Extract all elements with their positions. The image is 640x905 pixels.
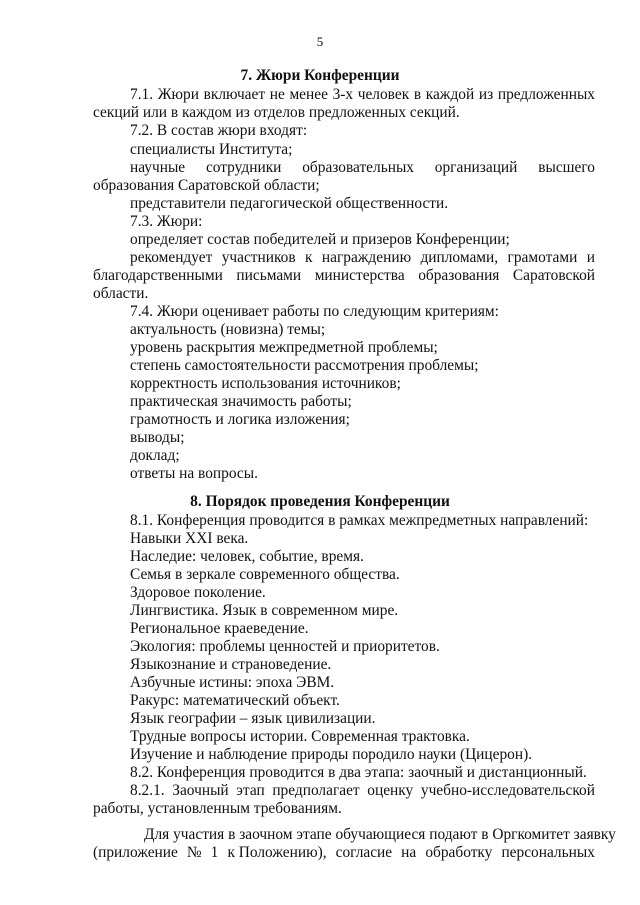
direction-item: Навыки XXI века. — [130, 530, 249, 547]
paragraph-7-4: 7.4. Жюри оценивает работы по следующим критериям: — [130, 303, 499, 320]
jury-duty-item-line-3: области. — [93, 285, 149, 302]
criterion-item: грамотность и логика изложения; — [130, 411, 350, 428]
criterion-item: ответы на вопросы. — [130, 465, 258, 482]
direction-item: Ракурс: математический объект. — [130, 692, 340, 709]
word: Жюри — [157, 86, 199, 103]
paragraph-7-1-line-1 — [130, 86, 595, 104]
word: этап — [236, 782, 265, 799]
jury-duty-item: определяет состав победителей и призеров Конференции; — [130, 231, 510, 248]
paragraph-8-2-1-line-2: работы, установленным требованиям. — [93, 800, 342, 817]
jury-member-item: представители педагогической общественности. — [130, 195, 449, 212]
word: каждой — [425, 86, 475, 103]
paragraph-7-2: 7.2. В состав жюри входят: — [130, 122, 308, 139]
word: не — [269, 86, 285, 103]
word: сотрудники — [205, 159, 282, 176]
jury-duty-item-line-2 — [93, 267, 595, 285]
jury-duty-item-line-1 — [130, 249, 595, 267]
word: Заочный — [172, 782, 229, 799]
word: обработку — [425, 844, 493, 861]
criterion-item: практическая значимость работы; — [130, 393, 352, 410]
direction-item: Здоровое поколение. — [130, 584, 266, 601]
word: 7.1. — [130, 86, 154, 103]
paragraph-7-1-line-2: секций или в каждом из отделов предложенных секций. — [93, 104, 460, 121]
jury-member-item: специалисты Института; — [130, 141, 293, 158]
paragraph-participation-line-2 — [93, 844, 595, 862]
word: организаций — [434, 159, 518, 176]
direction-item: Семья в зеркале современного общества. — [130, 566, 400, 583]
page-number: 5 — [316, 34, 324, 49]
word: письмами — [236, 267, 302, 284]
direction-item: Изучение и наблюдение природы породило науки (Цицерон). — [130, 746, 533, 763]
word: высшего — [538, 159, 595, 176]
word: человек — [357, 86, 410, 103]
word: образовательных — [302, 159, 414, 176]
direction-item: Наследие: человек, событие, время. — [130, 548, 364, 565]
word: 3-х — [332, 86, 354, 103]
word: № — [186, 844, 202, 861]
jury-member-item-line-1 — [130, 159, 595, 177]
paragraph-7-3: 7.3. Жюри: — [130, 213, 203, 230]
word: рекомендует — [130, 249, 213, 266]
word: к Положению), — [227, 844, 327, 861]
word: дипломами, — [420, 249, 499, 266]
word: и — [586, 249, 595, 266]
criterion-item: степень самостоятельности рассмотрения проблемы; — [130, 357, 479, 374]
word: 8.2.1. — [130, 782, 165, 799]
paragraph-8-2-1-line-1 — [130, 782, 595, 800]
word: научные — [130, 159, 186, 176]
criterion-item: доклад; — [130, 447, 180, 464]
section-7-heading: 7. Жюри Конференции — [240, 67, 400, 84]
direction-item: Азбучные истины: эпоха ЭВМ. — [130, 674, 335, 691]
direction-item: Экология: проблемы ценностей и приоритетов. — [130, 638, 440, 655]
word: 1 — [210, 844, 219, 861]
word: предложенных — [497, 86, 595, 103]
direction-item: Язык географии – язык цивилизации. — [130, 710, 376, 727]
direction-item: Трудные вопросы истории. Современная трактовка. — [130, 728, 470, 745]
word: образования — [418, 267, 500, 284]
word: благодарственными — [93, 267, 223, 284]
criterion-item: корректность использования источников; — [130, 375, 401, 392]
paragraph-8-1: 8.1. Конференция проводится в рамках межпредметных направлений: — [130, 512, 589, 529]
jury-member-item-line-2: образования Саратовской области; — [93, 177, 320, 194]
word: менее — [289, 86, 328, 103]
word: министерства — [314, 267, 405, 284]
word: учебно-исследовательской — [420, 782, 595, 799]
word: Саратовской — [512, 267, 595, 284]
word: предполагает — [272, 782, 360, 799]
section-8-heading: 8. Порядок проведения Конференции — [190, 493, 450, 510]
word: участников — [221, 249, 296, 266]
direction-item: Лингвистика. Язык в современном мире. — [130, 602, 399, 619]
direction-item: Региональное краеведение. — [130, 620, 309, 637]
word: оценку — [367, 782, 414, 799]
word: на — [401, 844, 417, 861]
word: (приложение — [93, 844, 178, 861]
word: награждению — [321, 249, 412, 266]
paragraph-8-2: 8.2. Конференция проводится в два этапа: заочный и дистанционный. — [130, 764, 587, 781]
word: в — [413, 86, 422, 103]
criterion-item: выводы; — [130, 429, 185, 446]
word: грамотами — [507, 249, 578, 266]
word: к — [305, 249, 313, 266]
criterion-item: актуальность (новизна) темы; — [130, 321, 326, 338]
direction-item: Языкознание и страноведение. — [130, 656, 332, 673]
word: согласие — [335, 844, 393, 861]
word: из — [478, 86, 494, 103]
word: персональных — [501, 844, 595, 861]
word: включает — [203, 86, 266, 103]
criterion-item: уровень раскрытия межпредметной проблемы; — [130, 339, 438, 356]
paragraph-participation-line-1: Для участия в заочном этапе обучающиеся подают в Оргкомитет заявку — [144, 826, 616, 843]
